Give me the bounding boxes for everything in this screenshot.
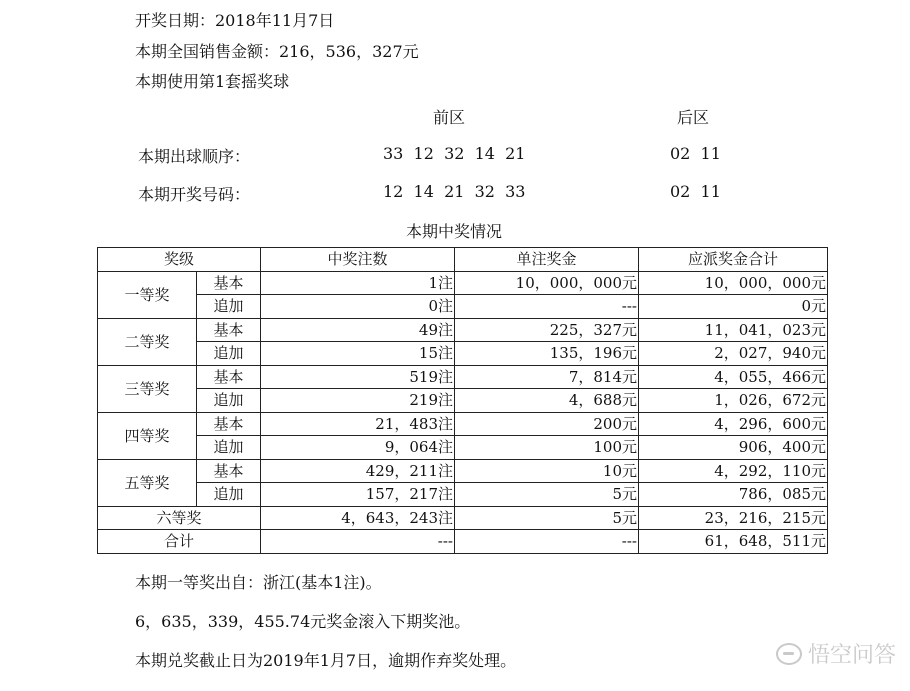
header-unit: 单注奖金 — [455, 248, 639, 272]
bet-type: 追加 — [197, 436, 261, 460]
winning-numbers-back: 02 11 — [670, 182, 721, 201]
table-row — [98, 459, 828, 483]
table-row — [98, 389, 828, 413]
sum-unit: --- — [455, 530, 639, 554]
table-row-sixth — [98, 506, 828, 530]
prize-level: 一等奖 — [98, 271, 197, 318]
unit-prize: 5元 — [455, 506, 639, 530]
winner-count: 1注 — [261, 271, 455, 295]
winner-count: 49注 — [261, 318, 455, 342]
unit-prize: 4，688元 — [455, 389, 639, 413]
prize-level: 五等奖 — [98, 459, 197, 506]
table-row — [98, 412, 828, 436]
sum-total: 61，648，511元 — [639, 530, 828, 554]
draw-order-label: 本期出球顺序： — [138, 147, 251, 166]
unit-prize: 225，327元 — [455, 318, 639, 342]
unit-prize: 10元 — [455, 459, 639, 483]
front-zone-header: 前区 — [433, 108, 466, 127]
winner-count: 4，643，243注 — [261, 506, 455, 530]
unit-prize: --- — [455, 295, 639, 319]
bet-type: 追加 — [197, 295, 261, 319]
deadline-note: 本期兑奖截止日为2019年1月7日，逾期作弃奖处理。 — [135, 651, 517, 670]
winner-count: 219注 — [261, 389, 455, 413]
prize-level: 三等奖 — [98, 365, 197, 412]
total-prize: 23，216，215元 — [639, 506, 828, 530]
total-prize: 4，292，110元 — [639, 459, 828, 483]
total-prize: 4，055，466元 — [639, 365, 828, 389]
wukong-logo-icon — [776, 643, 802, 665]
unit-prize: 135，196元 — [455, 342, 639, 366]
total-prize: 1，026，672元 — [639, 389, 828, 413]
table-row-sum — [98, 530, 828, 554]
unit-prize: 200元 — [455, 412, 639, 436]
bet-type: 基本 — [197, 318, 261, 342]
total-prize: 906，400元 — [639, 436, 828, 460]
table-header-row — [98, 248, 828, 272]
winner-count: 0注 — [261, 295, 455, 319]
bet-type: 基本 — [197, 365, 261, 389]
watermark — [776, 638, 896, 669]
table-row — [98, 365, 828, 389]
sum-count: --- — [261, 530, 455, 554]
winning-numbers-label: 本期开奖号码： — [138, 185, 251, 204]
table-row — [98, 436, 828, 460]
sales-total: 本期全国销售金额：216，536，327元 — [135, 42, 419, 61]
total-prize: 10，000，000元 — [639, 271, 828, 295]
winner-count: 15注 — [261, 342, 455, 366]
winning-numbers-front: 12 14 21 32 33 — [383, 182, 526, 201]
bet-type: 追加 — [197, 389, 261, 413]
rollover-note: 6，635，339，455.74元奖金滚入下期奖池。 — [135, 612, 471, 631]
winner-count: 9，064注 — [261, 436, 455, 460]
total-prize: 0元 — [639, 295, 828, 319]
total-prize: 11，041，023元 — [639, 318, 828, 342]
table-row — [98, 318, 828, 342]
total-prize: 786，085元 — [639, 483, 828, 507]
unit-prize: 5元 — [455, 483, 639, 507]
bet-type: 追加 — [197, 483, 261, 507]
prize-level: 四等奖 — [98, 412, 197, 459]
total-prize: 4，296，600元 — [639, 412, 828, 436]
bet-type: 基本 — [197, 412, 261, 436]
winner-count: 429，211注 — [261, 459, 455, 483]
ball-set: 本期使用第1套摇奖球 — [135, 72, 290, 91]
winner-count: 157，217注 — [261, 483, 455, 507]
table-row — [98, 342, 828, 366]
bet-type: 基本 — [197, 459, 261, 483]
sum-label: 合计 — [98, 530, 261, 554]
unit-prize: 10，000，000元 — [455, 271, 639, 295]
winner-count: 21，483注 — [261, 412, 455, 436]
prize-table — [97, 247, 828, 554]
prize-level: 二等奖 — [98, 318, 197, 365]
header-level: 奖级 — [98, 248, 261, 272]
unit-prize: 100元 — [455, 436, 639, 460]
first-prize-origin: 本期一等奖出自：浙江(基本1注)。 — [135, 573, 382, 592]
table-row — [98, 483, 828, 507]
total-prize: 2，027，940元 — [639, 342, 828, 366]
table-row — [98, 271, 828, 295]
unit-prize: 7，814元 — [455, 365, 639, 389]
winner-count: 519注 — [261, 365, 455, 389]
header-count: 中奖注数 — [261, 248, 455, 272]
table-row — [98, 295, 828, 319]
back-zone-header: 后区 — [677, 108, 710, 127]
draw-order-back: 02 11 — [670, 144, 721, 163]
draw-order-front: 33 12 32 14 21 — [383, 144, 526, 163]
draw-date: 开奖日期：2018年11月7日 — [135, 11, 335, 30]
header-total: 应派奖金合计 — [639, 248, 828, 272]
bet-type: 追加 — [197, 342, 261, 366]
prize-level: 六等奖 — [98, 506, 261, 530]
watermark-text: 悟空问答 — [807, 643, 896, 668]
bet-type: 基本 — [197, 271, 261, 295]
table-title: 本期中奖情况 — [406, 222, 503, 241]
